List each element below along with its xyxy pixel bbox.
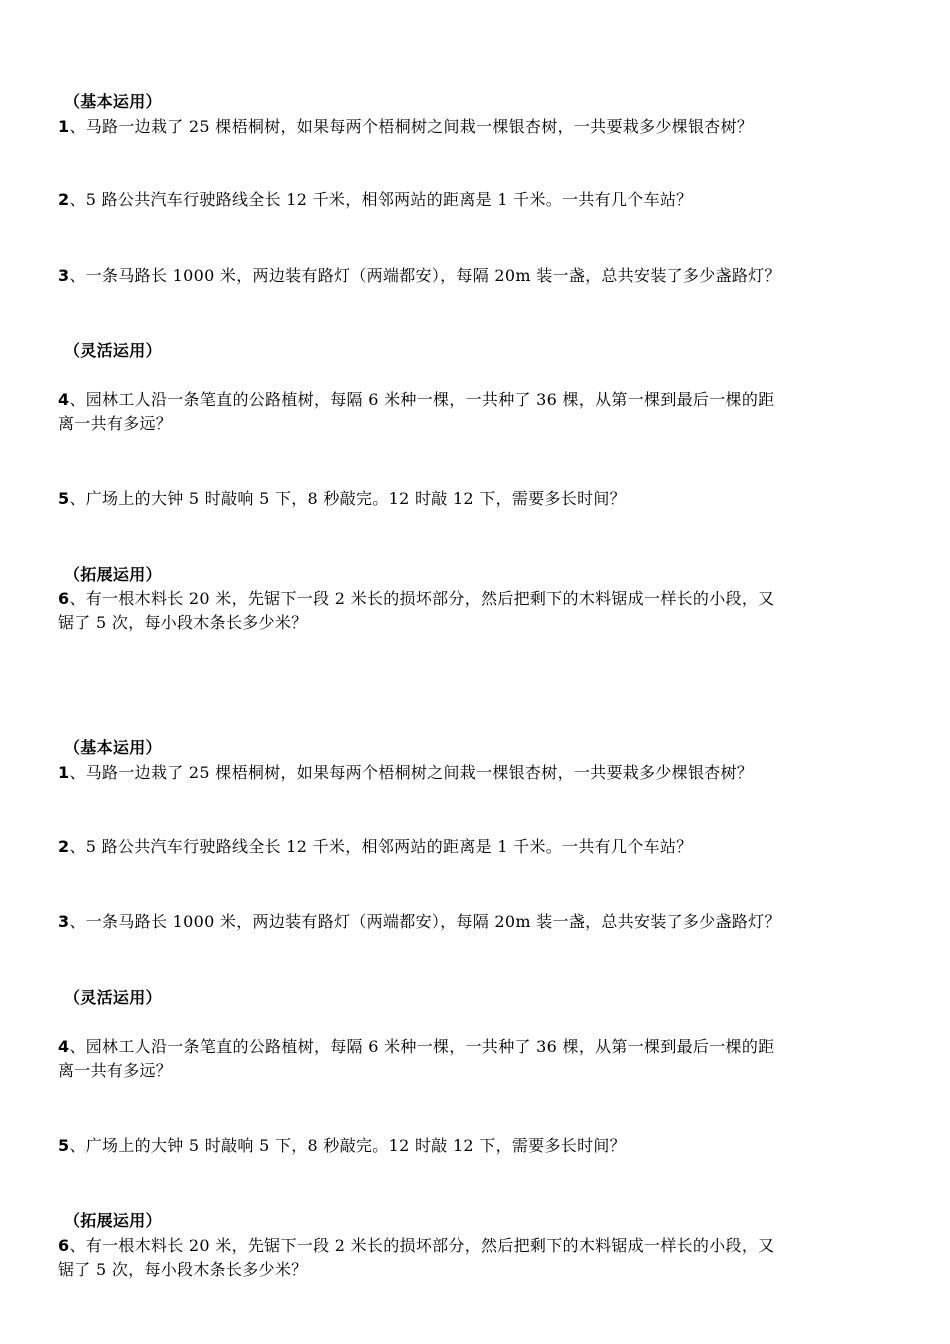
question-4 [58, 388, 774, 412]
question-6-continuation: 锯了 5 次，每小段木条长多少米？ [58, 1260, 308, 1279]
question-3 [58, 910, 781, 934]
question-4-continuation: 离一共有多远？ [58, 414, 173, 433]
question-text: 、一条马路长 1000 米，两边装有路灯（两端都安），每隔 20m 装一盏，总共安装了多少盏路灯？ [69, 912, 781, 931]
section-heading-extended: （拓展运用） [64, 1211, 162, 1230]
question-text: 、有一根木料长 20 米，先锯下一段 2 米长的损坏部分，然后把剩下的木料锯成一样长的小段，又 [69, 1236, 775, 1255]
section-heading-basic: （基本运用） [64, 738, 162, 757]
question-6-continuation: 锯了 5 次，每小段木条长多少米？ [58, 613, 308, 632]
question-1 [58, 761, 753, 785]
question-number: 1 [58, 117, 70, 136]
question-number: 3 [58, 266, 70, 285]
question-number: 6 [58, 1236, 70, 1255]
section-heading-basic: （基本运用） [64, 92, 162, 111]
question-text: 、园林工人沿一条笔直的公路植树，每隔 6 米种一棵，一共种了 36 棵，从第一棵到最后一棵的距 [69, 1037, 775, 1056]
question-number: 6 [58, 589, 70, 608]
question-number: 2 [58, 190, 70, 209]
question-number: 5 [58, 1136, 70, 1155]
question-number: 2 [58, 837, 70, 856]
question-4 [58, 1035, 774, 1059]
question-number: 4 [58, 1037, 70, 1056]
question-text: 、广场上的大钟 5 时敲响 5 下，8 秒敲完。12 时敲 12 下，需要多长时间？ [69, 1136, 626, 1155]
question-3 [58, 264, 781, 288]
question-1 [58, 115, 753, 139]
question-number: 5 [58, 489, 70, 508]
question-number: 1 [58, 763, 70, 782]
question-4-continuation: 离一共有多远？ [58, 1061, 173, 1080]
question-text: 、园林工人沿一条笔直的公路植树，每隔 6 米种一棵，一共种了 36 棵，从第一棵到最后一棵的距 [69, 390, 775, 409]
question-number: 3 [58, 912, 70, 931]
question-2 [58, 835, 693, 859]
question-text: 、有一根木料长 20 米，先锯下一段 2 米长的损坏部分，然后把剩下的木料锯成一样长的小段，又 [69, 589, 775, 608]
question-text: 、一条马路长 1000 米，两边装有路灯（两端都安），每隔 20m 装一盏，总共安装了多少盏路灯？ [69, 266, 781, 285]
question-text: 、广场上的大钟 5 时敲响 5 下，8 秒敲完。12 时敲 12 下，需要多长时间？ [69, 489, 626, 508]
question-6 [58, 587, 774, 611]
question-text: 、马路一边栽了 25 棵梧桐树，如果每两个梧桐树之间栽一棵银杏树，一共要栽多少棵银杏树？ [69, 117, 754, 136]
question-5 [58, 487, 626, 511]
question-2 [58, 188, 693, 212]
question-5 [58, 1134, 626, 1158]
question-6 [58, 1234, 774, 1258]
question-text: 、5 路公共汽车行驶路线全长 12 千米，相邻两站的距离是 1 千米。一共有几个车站？ [69, 837, 693, 856]
section-heading-flexible: （灵活运用） [64, 988, 162, 1007]
question-text: 、5 路公共汽车行驶路线全长 12 千米，相邻两站的距离是 1 千米。一共有几个车站？ [69, 190, 693, 209]
section-heading-flexible: （灵活运用） [64, 341, 162, 360]
question-number: 4 [58, 390, 70, 409]
section-heading-extended: （拓展运用） [64, 565, 162, 584]
question-text: 、马路一边栽了 25 棵梧桐树，如果每两个梧桐树之间栽一棵银杏树，一共要栽多少棵银杏树？ [69, 763, 754, 782]
